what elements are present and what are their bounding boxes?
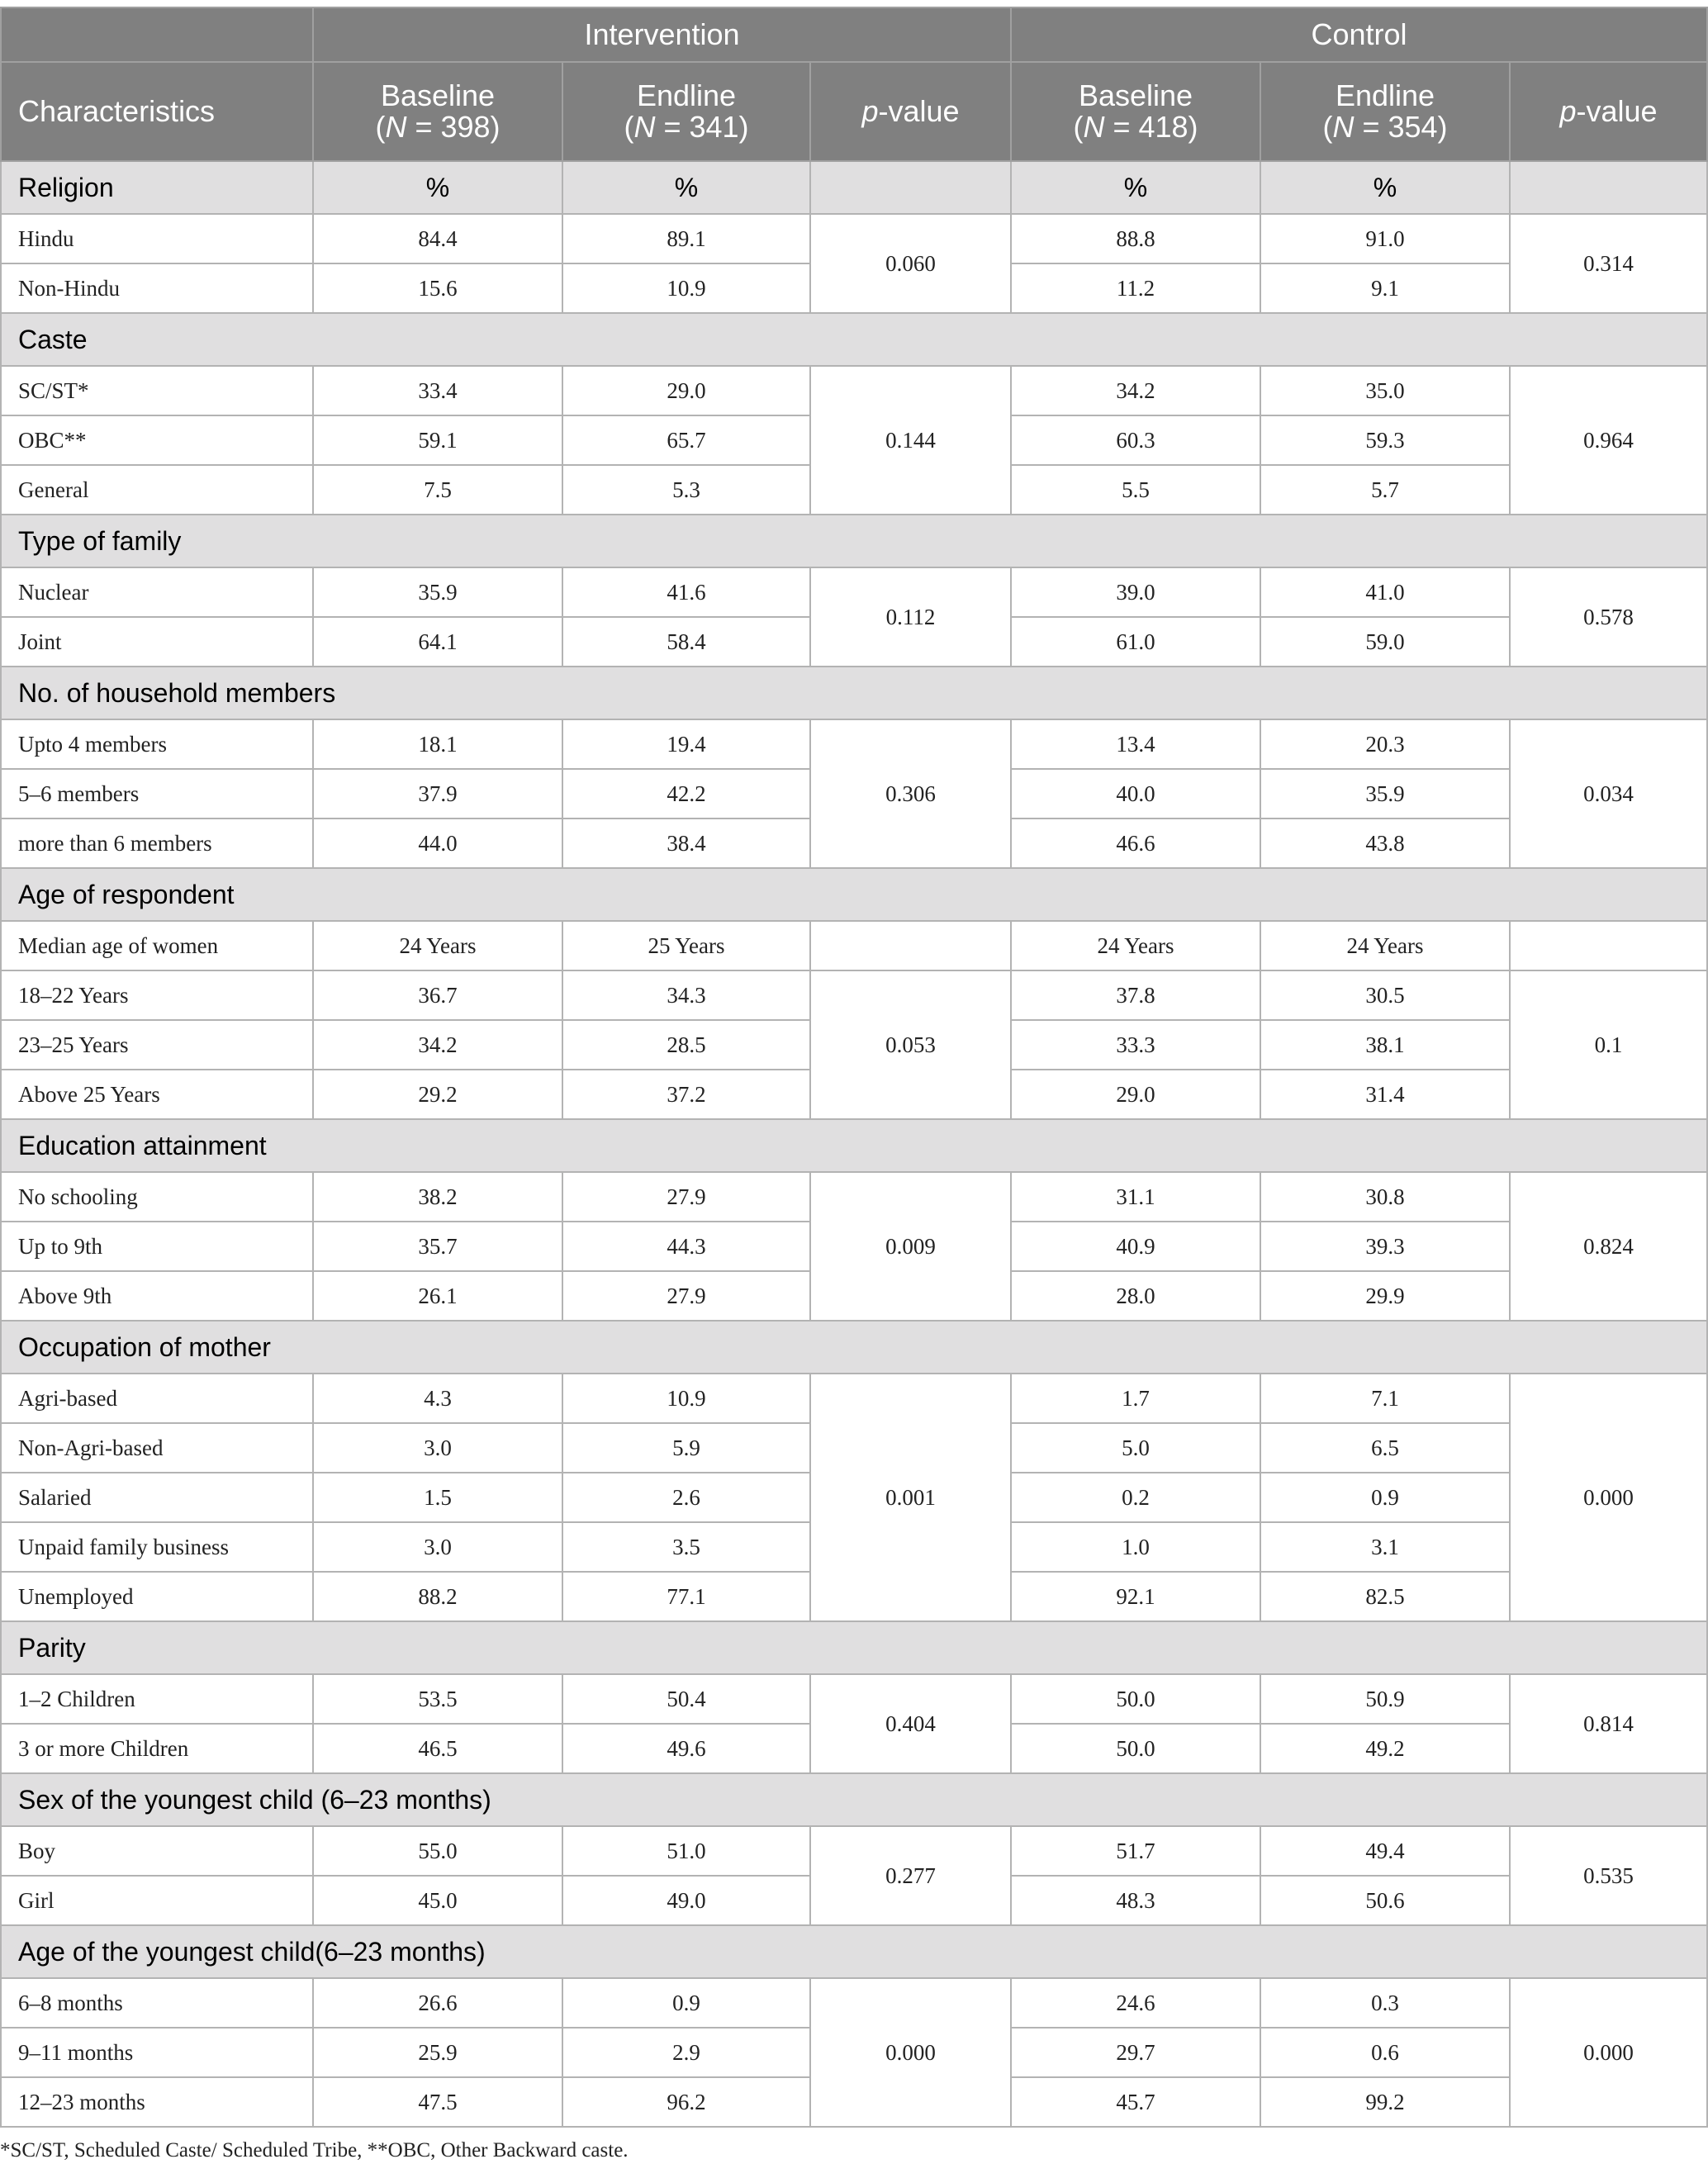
intervention-endline-value: 89.1	[562, 214, 810, 263]
section-row-religion	[1, 161, 1707, 214]
intervention-endline-value: 0.9	[562, 1978, 810, 2028]
control-endline-value: 31.4	[1260, 1070, 1510, 1119]
control-baseline-value: 92.1	[1011, 1572, 1260, 1621]
intervention-endline-value: 37.2	[562, 1070, 810, 1119]
control-pvalue: 0.034	[1510, 719, 1707, 868]
row-label: Up to 9th	[1, 1222, 313, 1271]
row-label: 9–11 months	[1, 2028, 313, 2077]
row-label: 1–2 Children	[1, 1674, 313, 1724]
control-baseline-value: 50.0	[1011, 1724, 1260, 1773]
intervention-baseline-value: 15.6	[313, 263, 562, 313]
control-baseline-value: 11.2	[1011, 263, 1260, 313]
row-label: more than 6 members	[1, 819, 313, 868]
control-endline-value: 0.9	[1260, 1473, 1510, 1522]
table-row	[1, 1978, 1707, 2028]
intervention-endline-value: 2.6	[562, 1473, 810, 1522]
control-endline-value: 29.9	[1260, 1271, 1510, 1321]
control-endline-value: 50.6	[1260, 1876, 1510, 1925]
control-endline-value: 7.1	[1260, 1374, 1510, 1423]
row-label: Salaried	[1, 1473, 313, 1522]
control-pvalue: 0.578	[1510, 567, 1707, 667]
intervention-endline-value: 96.2	[562, 2077, 810, 2127]
header-label: Baseline	[380, 78, 496, 112]
header-label: Endline	[1335, 78, 1435, 112]
header-control-endline: Endline (N = 354)	[1260, 62, 1510, 161]
table-row	[1, 567, 1707, 617]
header-p-suffix: -value	[878, 94, 960, 128]
header-label: Baseline	[1078, 78, 1193, 112]
control-endline-value: 49.2	[1260, 1724, 1510, 1773]
header-n-value: 418	[1138, 110, 1188, 144]
row-label: Unpaid family business	[1, 1522, 313, 1572]
intervention-baseline-value: 4.3	[313, 1374, 562, 1423]
table-row	[1, 719, 1707, 769]
header-n-letter: N	[633, 110, 656, 144]
intervention-endline-value: 19.4	[562, 719, 810, 769]
control-baseline-value: 28.0	[1011, 1271, 1260, 1321]
intervention-baseline-value: 88.2	[313, 1572, 562, 1621]
control-baseline-value: 60.3	[1011, 415, 1260, 465]
row-label: 3 or more Children	[1, 1724, 313, 1773]
control-endline-value: 41.0	[1260, 567, 1510, 617]
row-label: 6–8 months	[1, 1978, 313, 2028]
section-title: Religion	[1, 161, 313, 214]
header-group-row	[1, 7, 1707, 62]
control-baseline-value: 46.6	[1011, 819, 1260, 868]
row-label: Unemployed	[1, 1572, 313, 1621]
table-row	[1, 1674, 1707, 1724]
percent-empty	[810, 161, 1011, 214]
control-pvalue-empty	[1510, 921, 1707, 970]
control-endline-value: 5.7	[1260, 465, 1510, 515]
row-label: Upto 4 members	[1, 719, 313, 769]
section-row	[1, 313, 1707, 366]
row-label: SC/ST*	[1, 366, 313, 415]
intervention-pvalue: 0.404	[810, 1674, 1011, 1773]
table-body	[1, 161, 1707, 2127]
control-baseline-value: 51.7	[1011, 1826, 1260, 1876]
intervention-endline-value: 41.6	[562, 567, 810, 617]
control-endline-value: 3.1	[1260, 1522, 1510, 1572]
control-endline-value: 59.0	[1260, 617, 1510, 667]
control-endline-value: 24 Years	[1260, 921, 1510, 970]
intervention-baseline-value: 24 Years	[313, 921, 562, 970]
intervention-baseline-value: 35.9	[313, 567, 562, 617]
control-baseline-value: 1.7	[1011, 1374, 1260, 1423]
control-endline-value: 91.0	[1260, 214, 1510, 263]
intervention-baseline-value: 64.1	[313, 617, 562, 667]
control-pvalue: 0.000	[1510, 1978, 1707, 2127]
header-n-value: 398	[440, 110, 491, 144]
header-empty-cell	[1, 7, 313, 62]
intervention-baseline-value: 18.1	[313, 719, 562, 769]
intervention-endline-value: 10.9	[562, 263, 810, 313]
control-endline-value: 59.3	[1260, 415, 1510, 465]
control-endline-value: 0.6	[1260, 2028, 1510, 2077]
table-row	[1, 970, 1707, 1020]
control-baseline-value: 45.7	[1011, 2077, 1260, 2127]
header-control: Control	[1011, 7, 1707, 62]
intervention-baseline-value: 7.5	[313, 465, 562, 515]
header-intervention-baseline: Baseline (N = 398)	[313, 62, 562, 161]
control-baseline-value: 40.9	[1011, 1222, 1260, 1271]
intervention-pvalue: 0.053	[810, 970, 1011, 1119]
intervention-baseline-value: 25.9	[313, 2028, 562, 2077]
section-row	[1, 667, 1707, 719]
control-baseline-value: 48.3	[1011, 1876, 1260, 1925]
section-title: Education attainment	[1, 1119, 1707, 1172]
control-endline-value: 35.0	[1260, 366, 1510, 415]
section-title: Sex of the youngest child (6–23 months)	[1, 1773, 1707, 1826]
header-n-value: 341	[689, 110, 739, 144]
section-title: Age of respondent	[1, 868, 1707, 921]
header-p-suffix: -value	[1576, 94, 1658, 128]
intervention-endline-value: 27.9	[562, 1172, 810, 1222]
intervention-endline-value: 77.1	[562, 1572, 810, 1621]
control-endline-value: 49.4	[1260, 1826, 1510, 1876]
percent-empty	[1510, 161, 1707, 214]
intervention-endline-value: 10.9	[562, 1374, 810, 1423]
control-baseline-value: 29.7	[1011, 2028, 1260, 2077]
control-pvalue: 0.814	[1510, 1674, 1707, 1773]
intervention-endline-value: 42.2	[562, 769, 810, 819]
intervention-baseline-value: 36.7	[313, 970, 562, 1020]
control-baseline-value: 24 Years	[1011, 921, 1260, 970]
header-label: Endline	[636, 78, 737, 112]
section-title: Occupation of mother	[1, 1321, 1707, 1374]
table-row	[1, 921, 1707, 970]
header-intervention-pvalue	[810, 62, 1011, 161]
header-column-row	[1, 62, 1707, 161]
section-row	[1, 1321, 1707, 1374]
intervention-endline-value: 5.3	[562, 465, 810, 515]
intervention-endline-value: 25 Years	[562, 921, 810, 970]
control-baseline-value: 5.0	[1011, 1423, 1260, 1473]
control-endline-value: 30.8	[1260, 1172, 1510, 1222]
section-title: Parity	[1, 1621, 1707, 1674]
intervention-endline-value: 58.4	[562, 617, 810, 667]
intervention-baseline-value: 55.0	[313, 1826, 562, 1876]
control-baseline-value: 1.0	[1011, 1522, 1260, 1572]
section-row	[1, 868, 1707, 921]
section-row	[1, 1773, 1707, 1826]
intervention-endline-value: 2.9	[562, 2028, 810, 2077]
section-row	[1, 515, 1707, 567]
control-baseline-value: 29.0	[1011, 1070, 1260, 1119]
intervention-pvalue: 0.306	[810, 719, 1011, 868]
control-baseline-value: 13.4	[1011, 719, 1260, 769]
control-baseline-value: 0.2	[1011, 1473, 1260, 1522]
intervention-pvalue-empty	[810, 921, 1011, 970]
control-endline-value: 0.3	[1260, 1978, 1510, 2028]
intervention-pvalue: 0.144	[810, 366, 1011, 515]
intervention-endline-value: 38.4	[562, 819, 810, 868]
header-p-letter: p	[1559, 94, 1577, 128]
control-baseline-value: 40.0	[1011, 769, 1260, 819]
header-n-letter: N	[1332, 110, 1355, 144]
control-endline-value: 39.3	[1260, 1222, 1510, 1271]
intervention-baseline-value: 29.2	[313, 1070, 562, 1119]
percent-label: %	[1011, 161, 1260, 214]
row-label: Joint	[1, 617, 313, 667]
header-intervention: Intervention	[313, 7, 1011, 62]
row-label: OBC**	[1, 415, 313, 465]
intervention-baseline-value: 33.4	[313, 366, 562, 415]
control-baseline-value: 24.6	[1011, 1978, 1260, 2028]
control-baseline-value: 34.2	[1011, 366, 1260, 415]
row-label: General	[1, 465, 313, 515]
row-label: Above 9th	[1, 1271, 313, 1321]
row-label: 18–22 Years	[1, 970, 313, 1020]
control-baseline-value: 50.0	[1011, 1674, 1260, 1724]
intervention-pvalue: 0.000	[810, 1978, 1011, 2127]
intervention-baseline-value: 35.7	[313, 1222, 562, 1271]
control-pvalue: 0.314	[1510, 214, 1707, 313]
percent-label: %	[1260, 161, 1510, 214]
control-endline-value: 43.8	[1260, 819, 1510, 868]
header-p-letter: p	[861, 94, 879, 128]
header-control-pvalue	[1510, 62, 1707, 161]
intervention-baseline-value: 3.0	[313, 1423, 562, 1473]
section-row	[1, 1119, 1707, 1172]
control-endline-value: 50.9	[1260, 1674, 1510, 1724]
intervention-baseline-value: 26.6	[313, 1978, 562, 2028]
row-label: Median age of women	[1, 921, 313, 970]
control-endline-value: 38.1	[1260, 1020, 1510, 1070]
control-pvalue: 0.964	[1510, 366, 1707, 515]
header-control-baseline: Baseline (N = 418)	[1011, 62, 1260, 161]
control-baseline-value: 39.0	[1011, 567, 1260, 617]
table-container	[0, 7, 1706, 2161]
table-footnote: *SC/ST, Scheduled Caste/ Scheduled Tribe, **OBC, Other Backward caste.	[0, 2139, 629, 2161]
control-endline-value: 9.1	[1260, 263, 1510, 313]
control-baseline-value: 33.3	[1011, 1020, 1260, 1070]
table-row	[1, 1172, 1707, 1222]
intervention-pvalue: 0.060	[810, 214, 1011, 313]
intervention-endline-value: 50.4	[562, 1674, 810, 1724]
control-endline-value: 99.2	[1260, 2077, 1510, 2127]
control-pvalue: 0.1	[1510, 970, 1707, 1119]
intervention-baseline-value: 37.9	[313, 769, 562, 819]
section-title: Age of the youngest child(6–23 months)	[1, 1925, 1707, 1978]
intervention-pvalue: 0.009	[810, 1172, 1011, 1321]
control-baseline-value: 5.5	[1011, 465, 1260, 515]
control-endline-value: 82.5	[1260, 1572, 1510, 1621]
header-n-letter: N	[1083, 110, 1105, 144]
intervention-baseline-value: 47.5	[313, 2077, 562, 2127]
intervention-pvalue: 0.001	[810, 1374, 1011, 1621]
intervention-pvalue: 0.277	[810, 1826, 1011, 1925]
row-label: Hindu	[1, 214, 313, 263]
intervention-endline-value: 3.5	[562, 1522, 810, 1572]
row-label: Above 25 Years	[1, 1070, 313, 1119]
intervention-baseline-value: 1.5	[313, 1473, 562, 1522]
intervention-endline-value: 34.3	[562, 970, 810, 1020]
control-endline-value: 35.9	[1260, 769, 1510, 819]
intervention-baseline-value: 84.4	[313, 214, 562, 263]
section-row	[1, 1925, 1707, 1978]
control-pvalue: 0.535	[1510, 1826, 1707, 1925]
intervention-baseline-value: 38.2	[313, 1172, 562, 1222]
header-n-value: 354	[1388, 110, 1438, 144]
control-endline-value: 20.3	[1260, 719, 1510, 769]
intervention-endline-value: 51.0	[562, 1826, 810, 1876]
section-title: Caste	[1, 313, 1707, 366]
row-label: Non-Agri-based	[1, 1423, 313, 1473]
intervention-baseline-value: 59.1	[313, 415, 562, 465]
header-characteristics: Characteristics	[1, 62, 313, 161]
header-n-letter: N	[385, 110, 407, 144]
row-label: 5–6 members	[1, 769, 313, 819]
header-intervention-endline: Endline (N = 341)	[562, 62, 810, 161]
intervention-endline-value: 5.9	[562, 1423, 810, 1473]
row-label: No schooling	[1, 1172, 313, 1222]
row-label: Boy	[1, 1826, 313, 1876]
control-baseline-value: 31.1	[1011, 1172, 1260, 1222]
intervention-endline-value: 28.5	[562, 1020, 810, 1070]
control-endline-value: 30.5	[1260, 970, 1510, 1020]
intervention-endline-value: 44.3	[562, 1222, 810, 1271]
intervention-baseline-value: 45.0	[313, 1876, 562, 1925]
row-label: Nuclear	[1, 567, 313, 617]
intervention-baseline-value: 26.1	[313, 1271, 562, 1321]
table-row	[1, 1374, 1707, 1423]
control-pvalue: 0.824	[1510, 1172, 1707, 1321]
table-row	[1, 1826, 1707, 1876]
table-row	[1, 214, 1707, 263]
table-row	[1, 366, 1707, 415]
control-pvalue: 0.000	[1510, 1374, 1707, 1621]
characteristics-table	[0, 7, 1708, 2128]
section-title: Type of family	[1, 515, 1707, 567]
row-label: 23–25 Years	[1, 1020, 313, 1070]
intervention-baseline-value: 44.0	[313, 819, 562, 868]
percent-label: %	[313, 161, 562, 214]
intervention-endline-value: 49.0	[562, 1876, 810, 1925]
control-endline-value: 6.5	[1260, 1423, 1510, 1473]
control-baseline-value: 61.0	[1011, 617, 1260, 667]
control-baseline-value: 88.8	[1011, 214, 1260, 263]
row-label: Agri-based	[1, 1374, 313, 1423]
intervention-endline-value: 49.6	[562, 1724, 810, 1773]
section-title: No. of household members	[1, 667, 1707, 719]
intervention-endline-value: 27.9	[562, 1271, 810, 1321]
control-baseline-value: 37.8	[1011, 970, 1260, 1020]
percent-label: %	[562, 161, 810, 214]
intervention-baseline-value: 3.0	[313, 1522, 562, 1572]
intervention-pvalue: 0.112	[810, 567, 1011, 667]
intervention-baseline-value: 53.5	[313, 1674, 562, 1724]
row-label: 12–23 months	[1, 2077, 313, 2127]
intervention-baseline-value: 46.5	[313, 1724, 562, 1773]
row-label: Non-Hindu	[1, 263, 313, 313]
intervention-baseline-value: 34.2	[313, 1020, 562, 1070]
intervention-endline-value: 65.7	[562, 415, 810, 465]
section-row	[1, 1621, 1707, 1674]
intervention-endline-value: 29.0	[562, 366, 810, 415]
row-label: Girl	[1, 1876, 313, 1925]
